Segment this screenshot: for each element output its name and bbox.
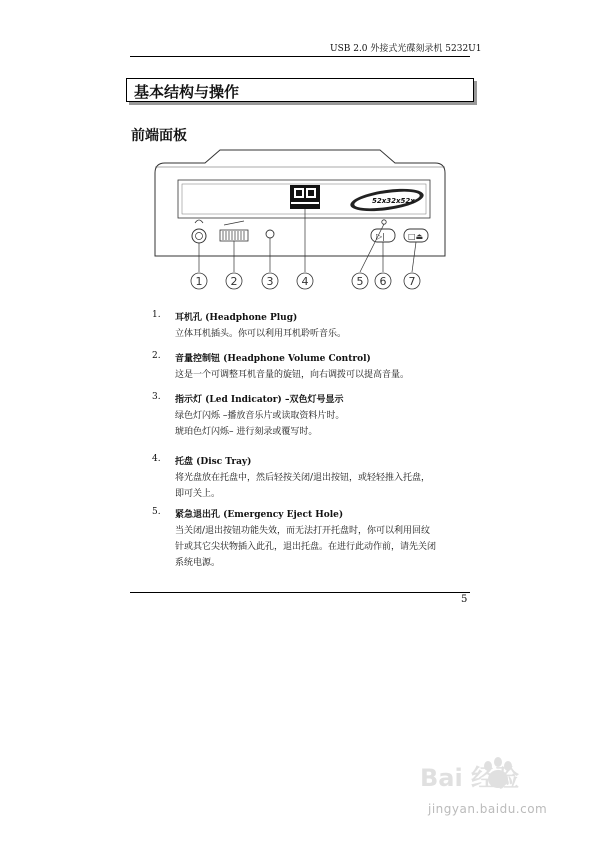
led-indicator-icon	[266, 230, 274, 238]
watermark-url: jingyan.baidu.com	[428, 802, 548, 816]
baidu-watermark-logo	[420, 752, 570, 802]
item-number: 2.	[152, 351, 161, 361]
page-header: USB 2.0 外接式光碟刻录机 5232U1	[330, 44, 482, 54]
speed-logo-text: 52x32x52x	[372, 197, 415, 205]
section-title-box	[126, 78, 474, 102]
page-number: 5	[461, 594, 468, 605]
item-number: 4.	[152, 454, 161, 464]
play-pause-button-icon	[371, 229, 395, 242]
item-description: 立体耳机插头。你可以利用耳机聆听音乐。	[175, 329, 347, 339]
item-title: 指示灯 (Led Indicator) –双色灯号显示	[175, 395, 344, 405]
subsection-title: 前端面板	[131, 128, 187, 144]
item-description: 这是一个可调整耳机音量的旋钮，向右调拨可以提高音量。	[175, 370, 410, 380]
item-description: 当关闭/退出按钮功能失效，而无法打开托盘时，你可以利用回纹 针或其它尖状物插入此孔，退出托盘。在进行此动作前，请先关闭 系统电源。	[175, 526, 437, 568]
item-title: 紧急退出孔 (Emergency Eject Hole)	[175, 510, 344, 520]
eject-hole-icon	[382, 220, 386, 224]
item-title: 音量控制钮 (Headphone Volume Control)	[175, 354, 371, 364]
section-title: 基本结构与操作	[134, 83, 240, 101]
svg-text:▷|: ▷|	[376, 232, 385, 241]
watermark-logo-text: Bai 经验	[420, 764, 520, 792]
drive-front-panel-illustration	[150, 143, 460, 293]
compact-disc-logo-icon	[290, 185, 320, 209]
item-description: 绿色灯闪烁 –播放音乐片或读取资料片时。 琥珀色灯闪烁– 进行刻录或覆写时。	[175, 411, 345, 437]
item-title: 托盘 (Disc Tray)	[175, 457, 252, 467]
item-number: 3.	[152, 392, 161, 402]
item-description: 将光盘放在托盘中，然后轻按关闭/退出按钮，或轻轻推入托盘， 即可关上。	[175, 473, 431, 499]
callout-3: 3	[266, 275, 274, 288]
callout-1: 1	[195, 275, 203, 288]
item-number: 1.	[152, 310, 161, 320]
item-title: 耳机孔 (Headphone Plug)	[175, 313, 298, 323]
callout-7: 7	[408, 275, 416, 288]
header-rule	[130, 56, 470, 57]
callout-4: 4	[301, 275, 309, 288]
item-number: 5.	[152, 507, 161, 517]
eject-button-icon	[404, 229, 428, 242]
footer-rule	[130, 592, 470, 593]
callout-2: 2	[230, 275, 238, 288]
svg-text:□⏏: □⏏	[408, 232, 424, 241]
callout-6: 6	[379, 275, 387, 288]
callout-5: 5	[356, 275, 364, 288]
